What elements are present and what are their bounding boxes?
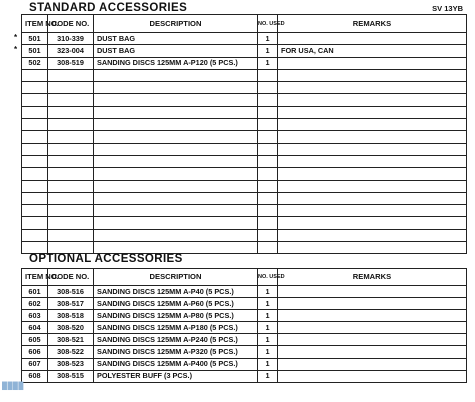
empty-cell (22, 94, 48, 106)
header-description: DESCRIPTION (94, 15, 258, 33)
empty-cell (278, 229, 467, 241)
empty-cell (258, 229, 278, 241)
empty-cell (278, 180, 467, 192)
cell-item: 605 (22, 334, 48, 346)
empty-cell (22, 217, 48, 229)
empty-cell (22, 229, 48, 241)
cell-code: 308-522 (48, 346, 94, 358)
empty-cell (94, 69, 258, 81)
cell-used: 1 (258, 286, 278, 298)
header-no-used: NO. USED (258, 15, 278, 33)
empty-cell (278, 168, 467, 180)
cell-description: SANDING DISCS 125MM A-P180 (5 PCS.) (94, 322, 258, 334)
cell-code: 308-517 (48, 298, 94, 310)
empty-row (22, 106, 467, 118)
asterisk-mark: * (14, 33, 18, 42)
empty-cell (48, 106, 94, 118)
cell-item: 608 (22, 370, 48, 382)
empty-row (22, 143, 467, 155)
cell-description: SANDING DISCS 125MM A-P40 (5 PCS.) (94, 286, 258, 298)
empty-cell (258, 155, 278, 167)
cell-remarks (278, 57, 467, 69)
cell-remarks (278, 334, 467, 346)
empty-row (22, 192, 467, 204)
cell-description: SANDING DISCS 125MM A-P120 (5 PCS.) (94, 57, 258, 69)
header-item-no: ITEM NO. (22, 15, 48, 33)
table-row (22, 57, 467, 69)
cell-description: SANDING DISCS 125MM A-P80 (5 PCS.) (94, 310, 258, 322)
cell-remarks (278, 286, 467, 298)
empty-cell (22, 106, 48, 118)
empty-cell (48, 82, 94, 94)
empty-row (22, 180, 467, 192)
document-code: SV 13YB (432, 4, 463, 13)
table-row (22, 322, 467, 334)
empty-cell (48, 155, 94, 167)
empty-cell (94, 168, 258, 180)
empty-cell (22, 168, 48, 180)
empty-cell (22, 82, 48, 94)
empty-cell (22, 192, 48, 204)
empty-cell (48, 119, 94, 131)
cell-description: DUST BAG (94, 45, 258, 57)
header-code-no: CODE NO. (48, 269, 94, 286)
empty-cell (94, 82, 258, 94)
empty-cell (48, 69, 94, 81)
empty-cell (48, 180, 94, 192)
empty-cell (258, 131, 278, 143)
empty-cell (94, 94, 258, 106)
cell-item: 501 (22, 33, 48, 45)
cell-remarks (278, 358, 467, 370)
cell-remarks: FOR USA, CAN (278, 45, 467, 57)
empty-cell (22, 242, 48, 254)
empty-cell (94, 143, 258, 155)
cell-remarks (278, 33, 467, 45)
table-header-row (22, 15, 467, 33)
empty-cell (94, 119, 258, 131)
cell-description: SANDING DISCS 125MM A-P320 (5 PCS.) (94, 346, 258, 358)
empty-cell (94, 229, 258, 241)
asterisk-mark: * (14, 45, 18, 54)
header-description: DESCRIPTION (94, 269, 258, 286)
cell-item: 607 (22, 358, 48, 370)
empty-cell (258, 192, 278, 204)
cell-used: 1 (258, 322, 278, 334)
cell-used: 1 (258, 358, 278, 370)
cell-item: 502 (22, 57, 48, 69)
watermark-logo: ████ (2, 383, 24, 390)
cell-description: SANDING DISCS 125MM A-P240 (5 PCS.) (94, 334, 258, 346)
cell-description: SANDING DISCS 125MM A-P400 (5 PCS.) (94, 358, 258, 370)
empty-row (22, 168, 467, 180)
header-remarks: REMARKS (278, 15, 467, 33)
empty-cell (48, 205, 94, 217)
empty-cell (258, 205, 278, 217)
empty-cell (48, 143, 94, 155)
empty-cell (258, 119, 278, 131)
cell-code: 308-515 (48, 370, 94, 382)
empty-cell (278, 119, 467, 131)
empty-cell (278, 192, 467, 204)
table-row (22, 286, 467, 298)
empty-row (22, 94, 467, 106)
empty-cell (48, 217, 94, 229)
cell-code: 308-519 (48, 57, 94, 69)
empty-cell (94, 155, 258, 167)
empty-cell (278, 217, 467, 229)
header-item-no: ITEM NO. (22, 269, 48, 286)
header-remarks: REMARKS (278, 269, 467, 286)
empty-row (22, 155, 467, 167)
empty-cell (278, 131, 467, 143)
cell-used: 1 (258, 334, 278, 346)
empty-cell (278, 143, 467, 155)
table-row (22, 346, 467, 358)
cell-item: 601 (22, 286, 48, 298)
empty-row (22, 119, 467, 131)
table-row (22, 358, 467, 370)
cell-code: 308-520 (48, 322, 94, 334)
optional-accessories-table (21, 268, 467, 383)
cell-used: 1 (258, 370, 278, 382)
empty-cell (94, 217, 258, 229)
optional-accessories-title: OPTIONAL ACCESSORIES (29, 253, 183, 265)
table-row (22, 370, 467, 382)
header-code-no: CODE NO. (48, 15, 94, 33)
empty-row (22, 82, 467, 94)
cell-remarks (278, 346, 467, 358)
empty-cell (48, 192, 94, 204)
header-no-used: NO. USED (258, 269, 278, 286)
table-row (22, 310, 467, 322)
empty-cell (258, 168, 278, 180)
empty-cell (22, 143, 48, 155)
empty-cell (278, 205, 467, 217)
empty-cell (278, 155, 467, 167)
empty-cell (48, 131, 94, 143)
cell-item: 604 (22, 322, 48, 334)
cell-used: 1 (258, 346, 278, 358)
empty-cell (48, 242, 94, 254)
empty-cell (94, 131, 258, 143)
table-header-row (22, 269, 467, 286)
empty-cell (278, 106, 467, 118)
cell-remarks (278, 310, 467, 322)
empty-row (22, 131, 467, 143)
empty-row (22, 217, 467, 229)
cell-used: 1 (258, 310, 278, 322)
empty-cell (258, 82, 278, 94)
empty-cell (94, 192, 258, 204)
cell-code: 310-339 (48, 33, 94, 45)
empty-cell (258, 143, 278, 155)
standard-accessories-title: STANDARD ACCESSORIES (29, 2, 188, 14)
empty-cell (48, 94, 94, 106)
empty-cell (22, 69, 48, 81)
empty-cell (278, 94, 467, 106)
empty-cell (22, 155, 48, 167)
cell-description: DUST BAG (94, 33, 258, 45)
cell-used: 1 (258, 33, 278, 45)
empty-cell (94, 106, 258, 118)
cell-description: SANDING DISCS 125MM A-P60 (5 PCS.) (94, 298, 258, 310)
cell-item: 602 (22, 298, 48, 310)
table-row (22, 33, 467, 45)
empty-row (22, 242, 467, 254)
standard-accessories-table (21, 14, 467, 254)
empty-row (22, 205, 467, 217)
cell-item: 606 (22, 346, 48, 358)
cell-code: 308-521 (48, 334, 94, 346)
cell-code: 323-004 (48, 45, 94, 57)
empty-cell (258, 94, 278, 106)
empty-cell (22, 180, 48, 192)
cell-used: 1 (258, 57, 278, 69)
empty-cell (258, 180, 278, 192)
cell-item: 603 (22, 310, 48, 322)
empty-cell (22, 131, 48, 143)
empty-cell (48, 168, 94, 180)
empty-cell (278, 82, 467, 94)
cell-used: 1 (258, 45, 278, 57)
table-row (22, 298, 467, 310)
empty-cell (94, 180, 258, 192)
empty-cell (22, 205, 48, 217)
empty-row (22, 69, 467, 81)
table-row (22, 334, 467, 346)
cell-code: 308-516 (48, 286, 94, 298)
empty-cell (258, 69, 278, 81)
empty-cell (258, 242, 278, 254)
cell-description: POLYESTER BUFF (3 PCS.) (94, 370, 258, 382)
empty-cell (48, 229, 94, 241)
empty-cell (278, 69, 467, 81)
empty-cell (94, 205, 258, 217)
cell-item: 501 (22, 45, 48, 57)
cell-code: 308-518 (48, 310, 94, 322)
empty-cell (258, 217, 278, 229)
cell-remarks (278, 370, 467, 382)
cell-remarks (278, 322, 467, 334)
empty-cell (278, 242, 467, 254)
empty-cell (22, 119, 48, 131)
cell-used: 1 (258, 298, 278, 310)
empty-cell (94, 242, 258, 254)
table-row (22, 45, 467, 57)
cell-remarks (278, 298, 467, 310)
cell-code: 308-523 (48, 358, 94, 370)
empty-row (22, 229, 467, 241)
empty-cell (258, 106, 278, 118)
